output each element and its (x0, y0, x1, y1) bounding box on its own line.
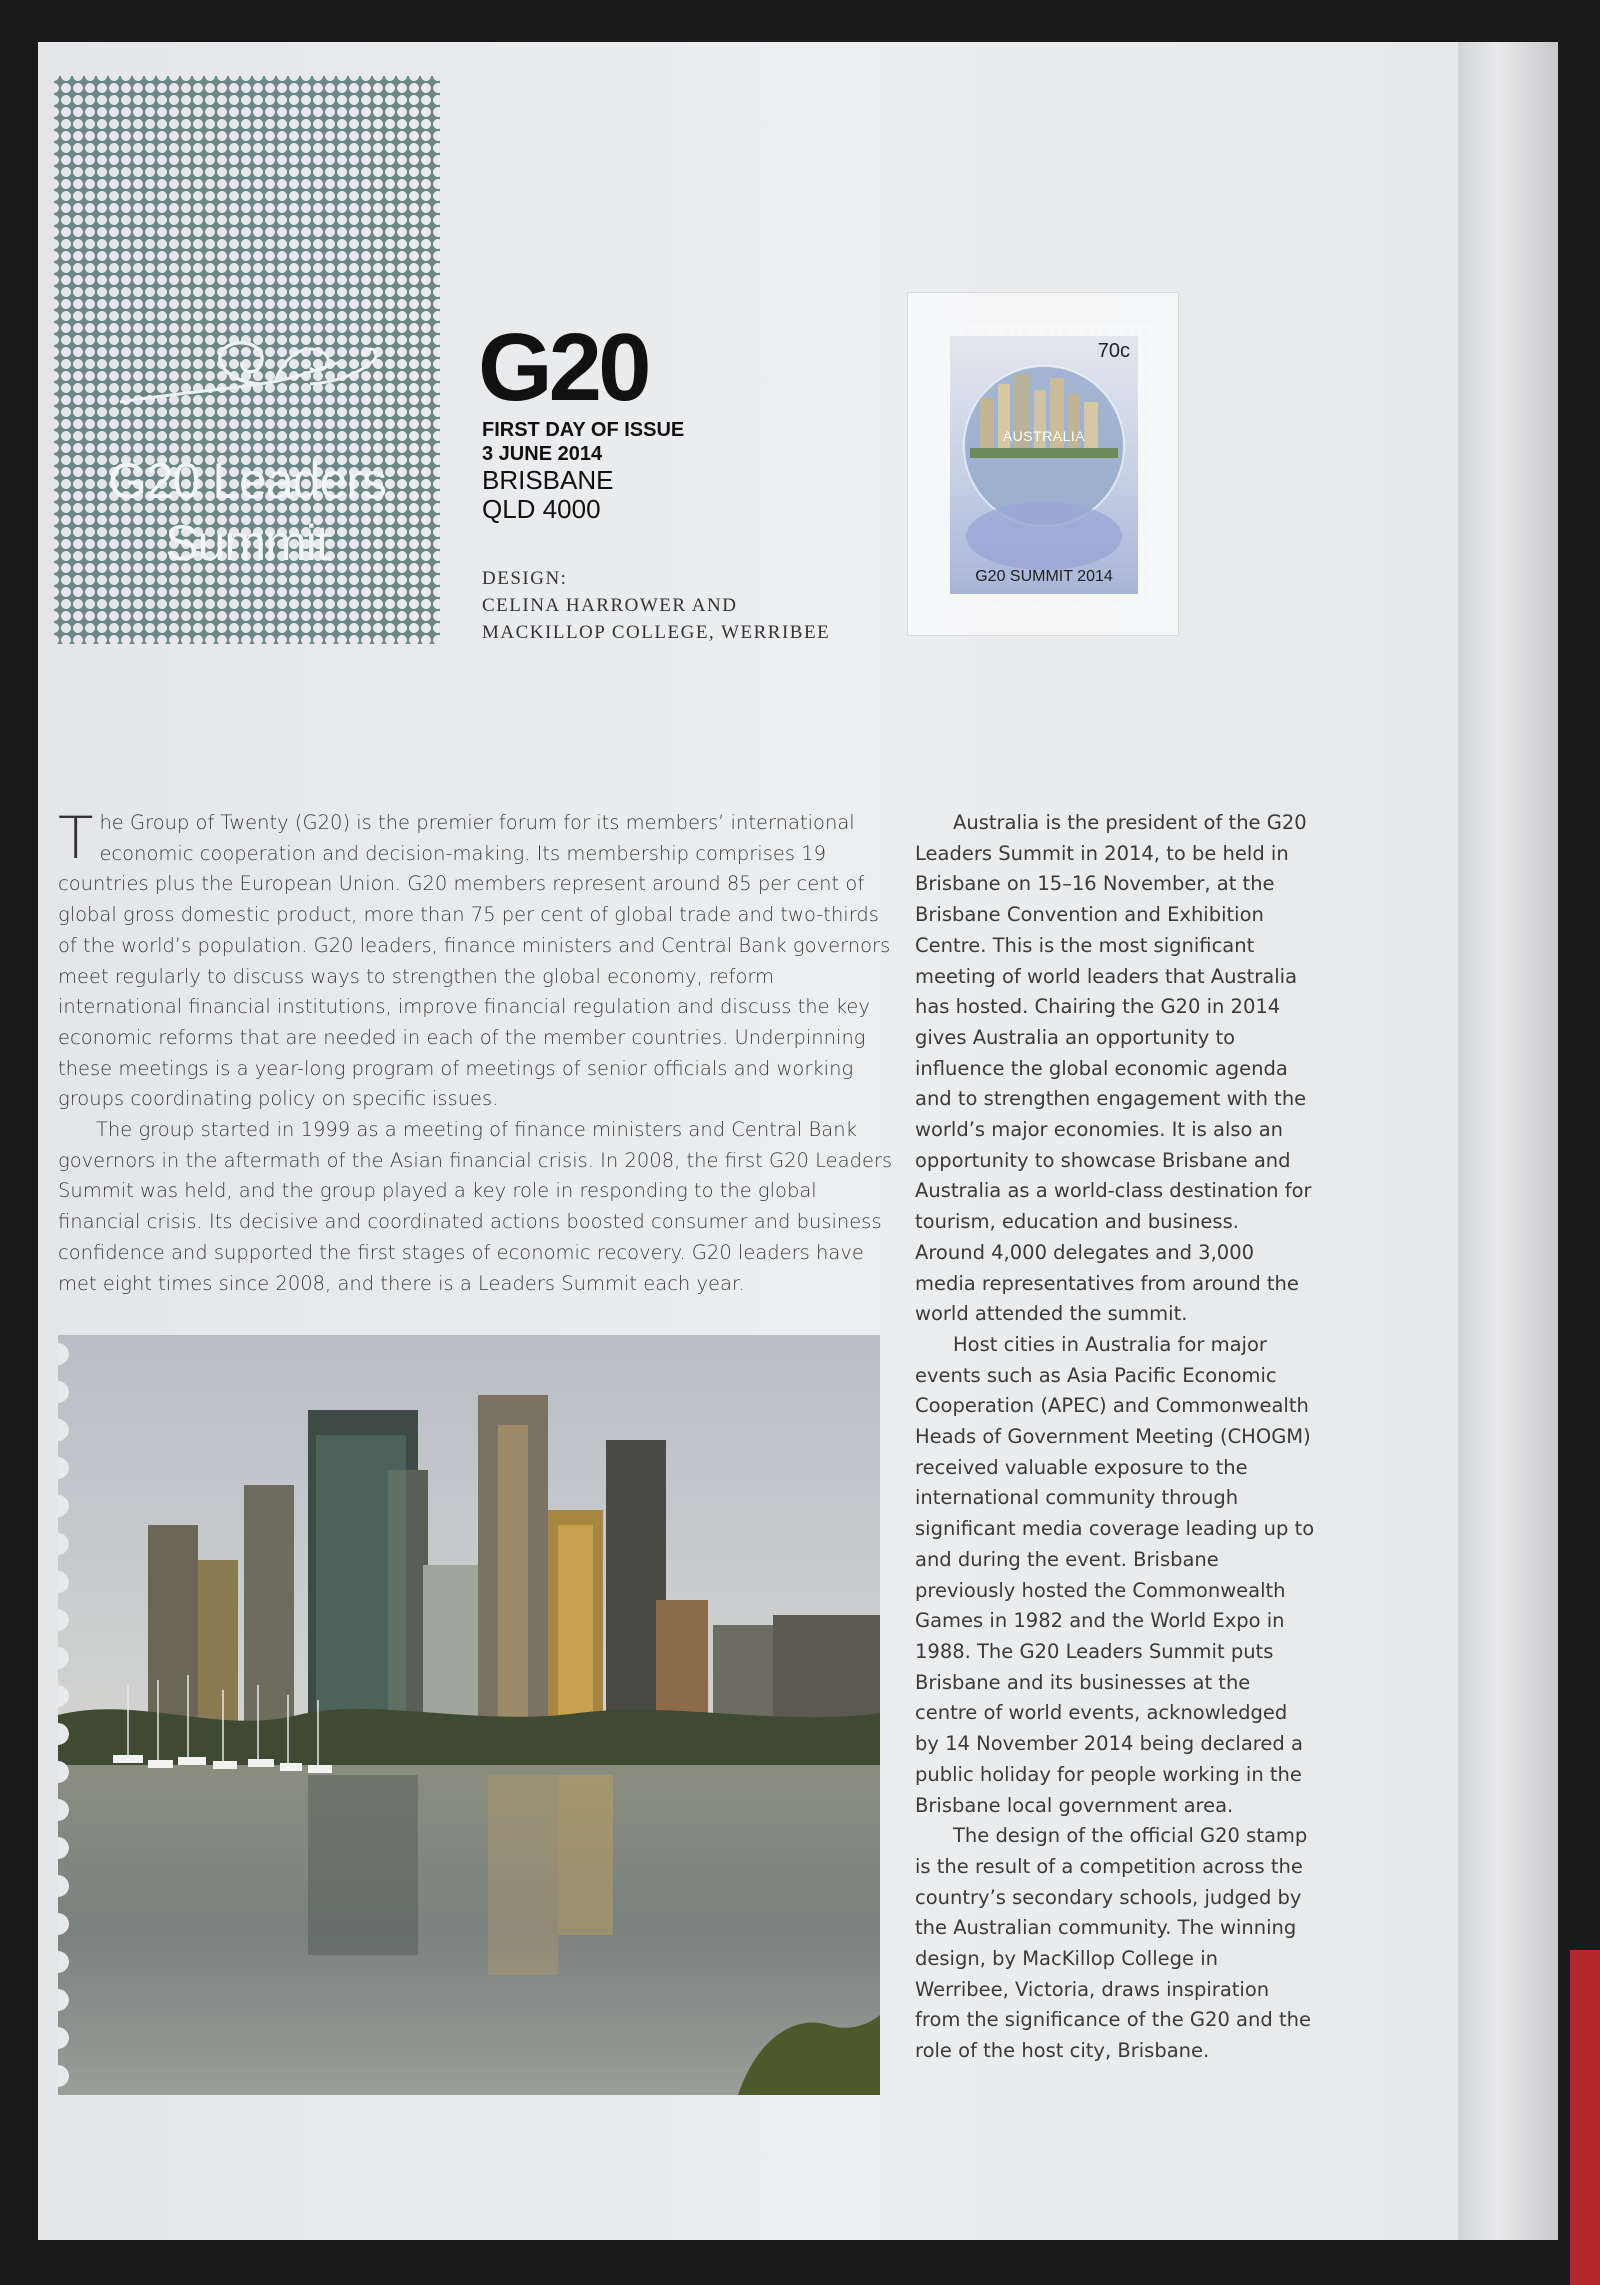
stamp-caption: G20 SUMMIT 2014 (975, 568, 1113, 585)
stamp-globe-artwork (950, 336, 1138, 594)
design-credit (482, 565, 830, 646)
stamp-value: 70c (1097, 340, 1130, 362)
skyline-illustration (58, 1335, 880, 2095)
cover-edge (1570, 1950, 1600, 2285)
flourish-ornament-icon (110, 332, 390, 422)
left-column-text (58, 804, 898, 1299)
brisbane-skyline-photo (58, 1335, 880, 2095)
paragraph-2: The group started in 1999 as a meeting of finance ministers and Central Bank governors in the aftermath of the Asian financial crisis. In 2008, the first G20 Leaders Summit was held, and the group played a key role in responding to the global financial crisis. Its decisive and coordinated actions boosted consumer and business confidence and supported the first stages of economic recovery. G20 leaders have met eight times since 2008, and there is a Leaders Summit each year. (58, 1118, 893, 1295)
paragraph-4: Host cities in Australia for major events such as Asia Pacific Economic Cooperation (APEC) and Commonwealth Heads of Government Meeting (CHOGM) received valuable exposure to the international community through significant media coverage leading up to and during the event. Brisbane previously hosted the Commonwealth Games in 1982 and the World Expo in 1988. The G20 Leaders Summit puts Brisbane and its businesses at the centre of world events, acknowledged by 14 November 2014 being declared a public holiday for people working in the Brisbane local government area. (915, 1332, 1315, 1817)
fdi-date: 3 JUNE 2014 (482, 443, 603, 465)
stamp-country: AUSTRALIA (1002, 428, 1086, 444)
stamp-block-title (70, 450, 424, 574)
paragraph-1-text: he Group of Twenty (G20) is the premier forum for its members’ international economic cooperation and decision-making. Its membership comprises 19 countries plus the European Union. G20 members represent around 85 per cent of global gross domestic product, more than 75 per cent of global trade and two-thirds of the world’s population. G20 leaders, finance ministers and Central Bank governors meet regularly to discuss ways to strengthen the global economy, reform international financial institutions, improve financial regulation and discuss the key economic reforms that are needed in each of the member countries. Underpinning these meetings is a year-long program of meetings of senior officials and working groups coordinating policy on specific issues. (58, 811, 891, 1111)
fdi-city: BRISBANE (482, 465, 614, 495)
title-line-1: G20 Leaders (107, 453, 387, 509)
fdi-postcode: QLD 4000 (482, 494, 601, 524)
right-column-text (915, 808, 1315, 2067)
paragraph-3: Australia is the president of the G20 Leaders Summit in 2014, to be held in Brisbane on 15–16 November, at the Brisbane Convention and Exhibition Centre. This is the most significant meeting of world leaders that Australia has hosted. Chairing the G20 in 2014 gives Australia an opportunity to influence the global economic agenda and to strengthen engagement with the world’s major economies. It is also an opportunity to showcase Brisbane and Australia as a world-class destination for tourism, education and business. Around 4,000 delegates and 3,000 media representatives from around the world attended the summit. (915, 811, 1312, 1326)
design-label: DESIGN: (482, 568, 568, 589)
g20-stamp (950, 336, 1138, 594)
title-line-2: Summit (165, 515, 329, 571)
first-day-of-issue (482, 418, 684, 524)
photo-perforation (58, 1335, 76, 2095)
drop-cap: T (58, 804, 94, 872)
paragraph-1 (58, 804, 898, 1115)
fdi-label: FIRST DAY OF ISSUE (482, 419, 685, 441)
title-stamp-content (70, 92, 424, 628)
page-spine (1458, 42, 1558, 2240)
design-credit-line-2: MACKILLOP COLLEGE, WERRIBEE (482, 622, 831, 643)
paragraph-5: The design of the official G20 stamp is the result of a competition across the country’s secondary schools, judged by the Australian community. The winning design, by MacKillop College in Werribee, Victoria, draws inspiration from the significance of the G20 and the role of the host city, Brisbane. (915, 1824, 1311, 2063)
g20-logo: G20 (478, 314, 648, 421)
design-credit-line-1: CELINA HARROWER AND (482, 595, 738, 616)
